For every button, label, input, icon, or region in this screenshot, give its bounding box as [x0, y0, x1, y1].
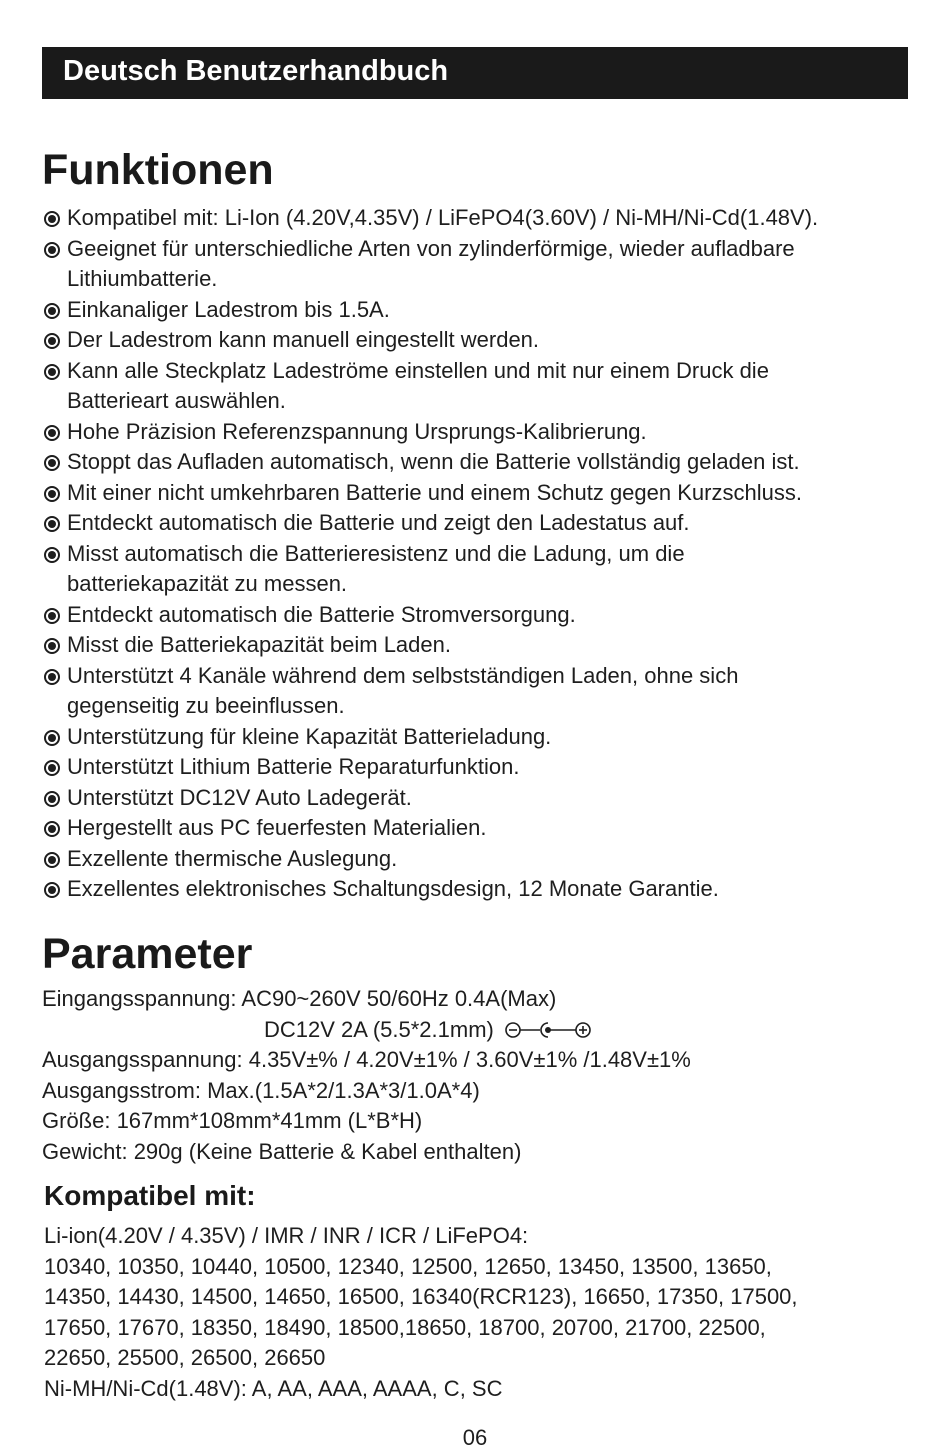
- feature-text: Mit einer nicht umkehrbaren Batterie und einem Schutz gegen Kurzschluss.: [67, 479, 802, 505]
- feature-text: gegenseitig zu beeinflussen.: [67, 693, 345, 718]
- feature-text: Kompatibel mit: Li-Ion (4.20V,4.35V) / LiFePO4(3.60V) / Ni-MH/Ni-Cd(1.48V).: [67, 205, 819, 230]
- feature-text: Misst die Batteriekapazität beim Laden.: [67, 632, 451, 657]
- bullet-icon: [44, 547, 60, 563]
- param-size: Größe: 167mm*108mm*41mm (L*B*H): [42, 1108, 423, 1133]
- feature-text: Misst automatisch die Batterieresistenz und die Ladung, um die: [67, 540, 685, 566]
- feature-item: [42, 478, 902, 509]
- compatible-heading: Kompatibel mit:: [44, 1180, 256, 1211]
- feature-text: Exzellentes elektronisches Schaltungsdesign, 12 Monate Garantie.: [67, 876, 719, 901]
- bullet-icon: [44, 821, 60, 837]
- bullet-icon: [44, 516, 60, 532]
- feature-text: Batterieart auswählen.: [67, 388, 286, 413]
- param-input-dc: [42, 1015, 691, 1046]
- polarity-icon: [504, 1020, 594, 1040]
- feature-text: Unterstützt DC12V Auto Ladegerät.: [67, 784, 412, 810]
- feature-item: [42, 752, 902, 783]
- bullet-icon: [44, 242, 60, 258]
- compat-line: 14350, 14430, 14500, 14650, 16500, 16340(RCR123), 16650, 17350, 17500,: [44, 1284, 798, 1309]
- header-title: Deutsch Benutzerhandbuch: [63, 55, 449, 87]
- bullet-icon: [44, 669, 60, 685]
- feature-item: [42, 783, 902, 814]
- bullet-icon: [44, 882, 60, 898]
- feature-item: [42, 234, 902, 295]
- feature-item: [42, 508, 902, 539]
- feature-item: [42, 630, 902, 661]
- param-output-voltage: Ausgangsspannung: 4.35V±% / 4.20V±1% / 3.60V±1% /1.48V±1%: [42, 1047, 691, 1072]
- feature-text: Unterstützung für kleine Kapazität Batterieladung.: [67, 723, 552, 749]
- bullet-icon: [44, 852, 60, 868]
- bullet-icon: [44, 791, 60, 807]
- bullet-icon: [44, 425, 60, 441]
- compat-line: 17650, 17670, 18350, 18490, 18500,18650, 18700, 20700, 21700, 22500,: [44, 1314, 766, 1340]
- feature-item: [42, 600, 902, 631]
- feature-item: [42, 661, 902, 722]
- feature-text: Unterstützt 4 Kanäle während dem selbstständigen Laden, ohne sich: [67, 662, 739, 688]
- feature-text: Einkanaliger Ladestrom bis 1.5A.: [67, 296, 390, 322]
- feature-text: Entdeckt automatisch die Batterie und zeigt den Ladestatus auf.: [67, 510, 690, 535]
- feature-text: Der Ladestrom kann manuell eingestellt werden.: [67, 327, 540, 352]
- feature-text: Geeignet für unterschiedliche Arten von zylinderförmige, wieder aufladbare: [67, 235, 795, 261]
- feature-item: [42, 874, 902, 905]
- feature-text: batteriekapazität zu messen.: [67, 571, 348, 596]
- feature-text: Hergestellt aus PC feuerfesten Materialien.: [67, 815, 487, 840]
- bullet-icon: [44, 333, 60, 349]
- bullet-icon: [44, 486, 60, 502]
- feature-item: [42, 813, 902, 844]
- bullet-icon: [44, 638, 60, 654]
- feature-text: Entdeckt automatisch die Batterie Stromversorgung.: [67, 601, 576, 627]
- feature-item: [42, 203, 902, 234]
- feature-item: [42, 722, 902, 753]
- param-output-current: Ausgangsstrom: Max.(1.5A*2/1.3A*3/1.0A*4): [42, 1077, 480, 1103]
- bullet-icon: [44, 608, 60, 624]
- feature-item: [42, 447, 902, 478]
- feature-item: [42, 539, 902, 600]
- page-number: 06: [462, 1425, 488, 1450]
- bullet-icon: [44, 730, 60, 746]
- feature-text: Kann alle Steckplatz Ladeströme einstellen und mit nur einem Druck die: [67, 357, 769, 383]
- feature-text: Hohe Präzision Referenzspannung Ursprungs-Kalibrierung.: [67, 418, 647, 444]
- bullet-icon: [44, 303, 60, 319]
- compat-line: Ni-MH/Ni-Cd(1.48V): A, AA, AAA, AAAA, C, SC: [44, 1375, 503, 1401]
- compat-line: 10340, 10350, 10440, 10500, 12340, 12500, 12650, 13450, 13500, 13650,: [44, 1253, 772, 1279]
- feature-item: [42, 844, 902, 875]
- bullet-icon: [44, 211, 60, 227]
- feature-item: [42, 325, 902, 356]
- features-list: [42, 203, 902, 905]
- header-bar: [42, 47, 908, 99]
- param-weight: Gewicht: 290g (Keine Batterie & Kabel enthalten): [42, 1138, 522, 1164]
- feature-text: Exzellente thermische Auslegung.: [67, 845, 398, 871]
- compat-line: 22650, 25500, 26500, 26650: [44, 1345, 326, 1370]
- feature-text: Stoppt das Aufladen automatisch, wenn die Batterie vollständig geladen ist.: [67, 449, 800, 474]
- param-input-voltage: Eingangsspannung: AC90~260V 50/60Hz 0.4A(Max): [42, 986, 557, 1011]
- parameters-heading: Parameter: [42, 930, 253, 978]
- parameters-block: [42, 984, 691, 1167]
- feature-item: [42, 417, 902, 448]
- param-input-dc-text: DC12V 2A (5.5*2.1mm): [264, 1016, 494, 1042]
- feature-text: Unterstützt Lithium Batterie Reparaturfunktion.: [67, 754, 520, 779]
- feature-text: Lithiumbatterie.: [67, 266, 218, 291]
- functions-heading: Funktionen: [42, 146, 274, 194]
- compat-line: Li-ion(4.20V / 4.35V) / IMR / INR / ICR / LiFePO4:: [44, 1223, 529, 1248]
- bullet-icon: [44, 760, 60, 776]
- feature-item: [42, 295, 902, 326]
- bullet-icon: [44, 364, 60, 380]
- bullet-icon: [44, 455, 60, 471]
- feature-item: [42, 356, 902, 417]
- compatible-list: [44, 1221, 798, 1404]
